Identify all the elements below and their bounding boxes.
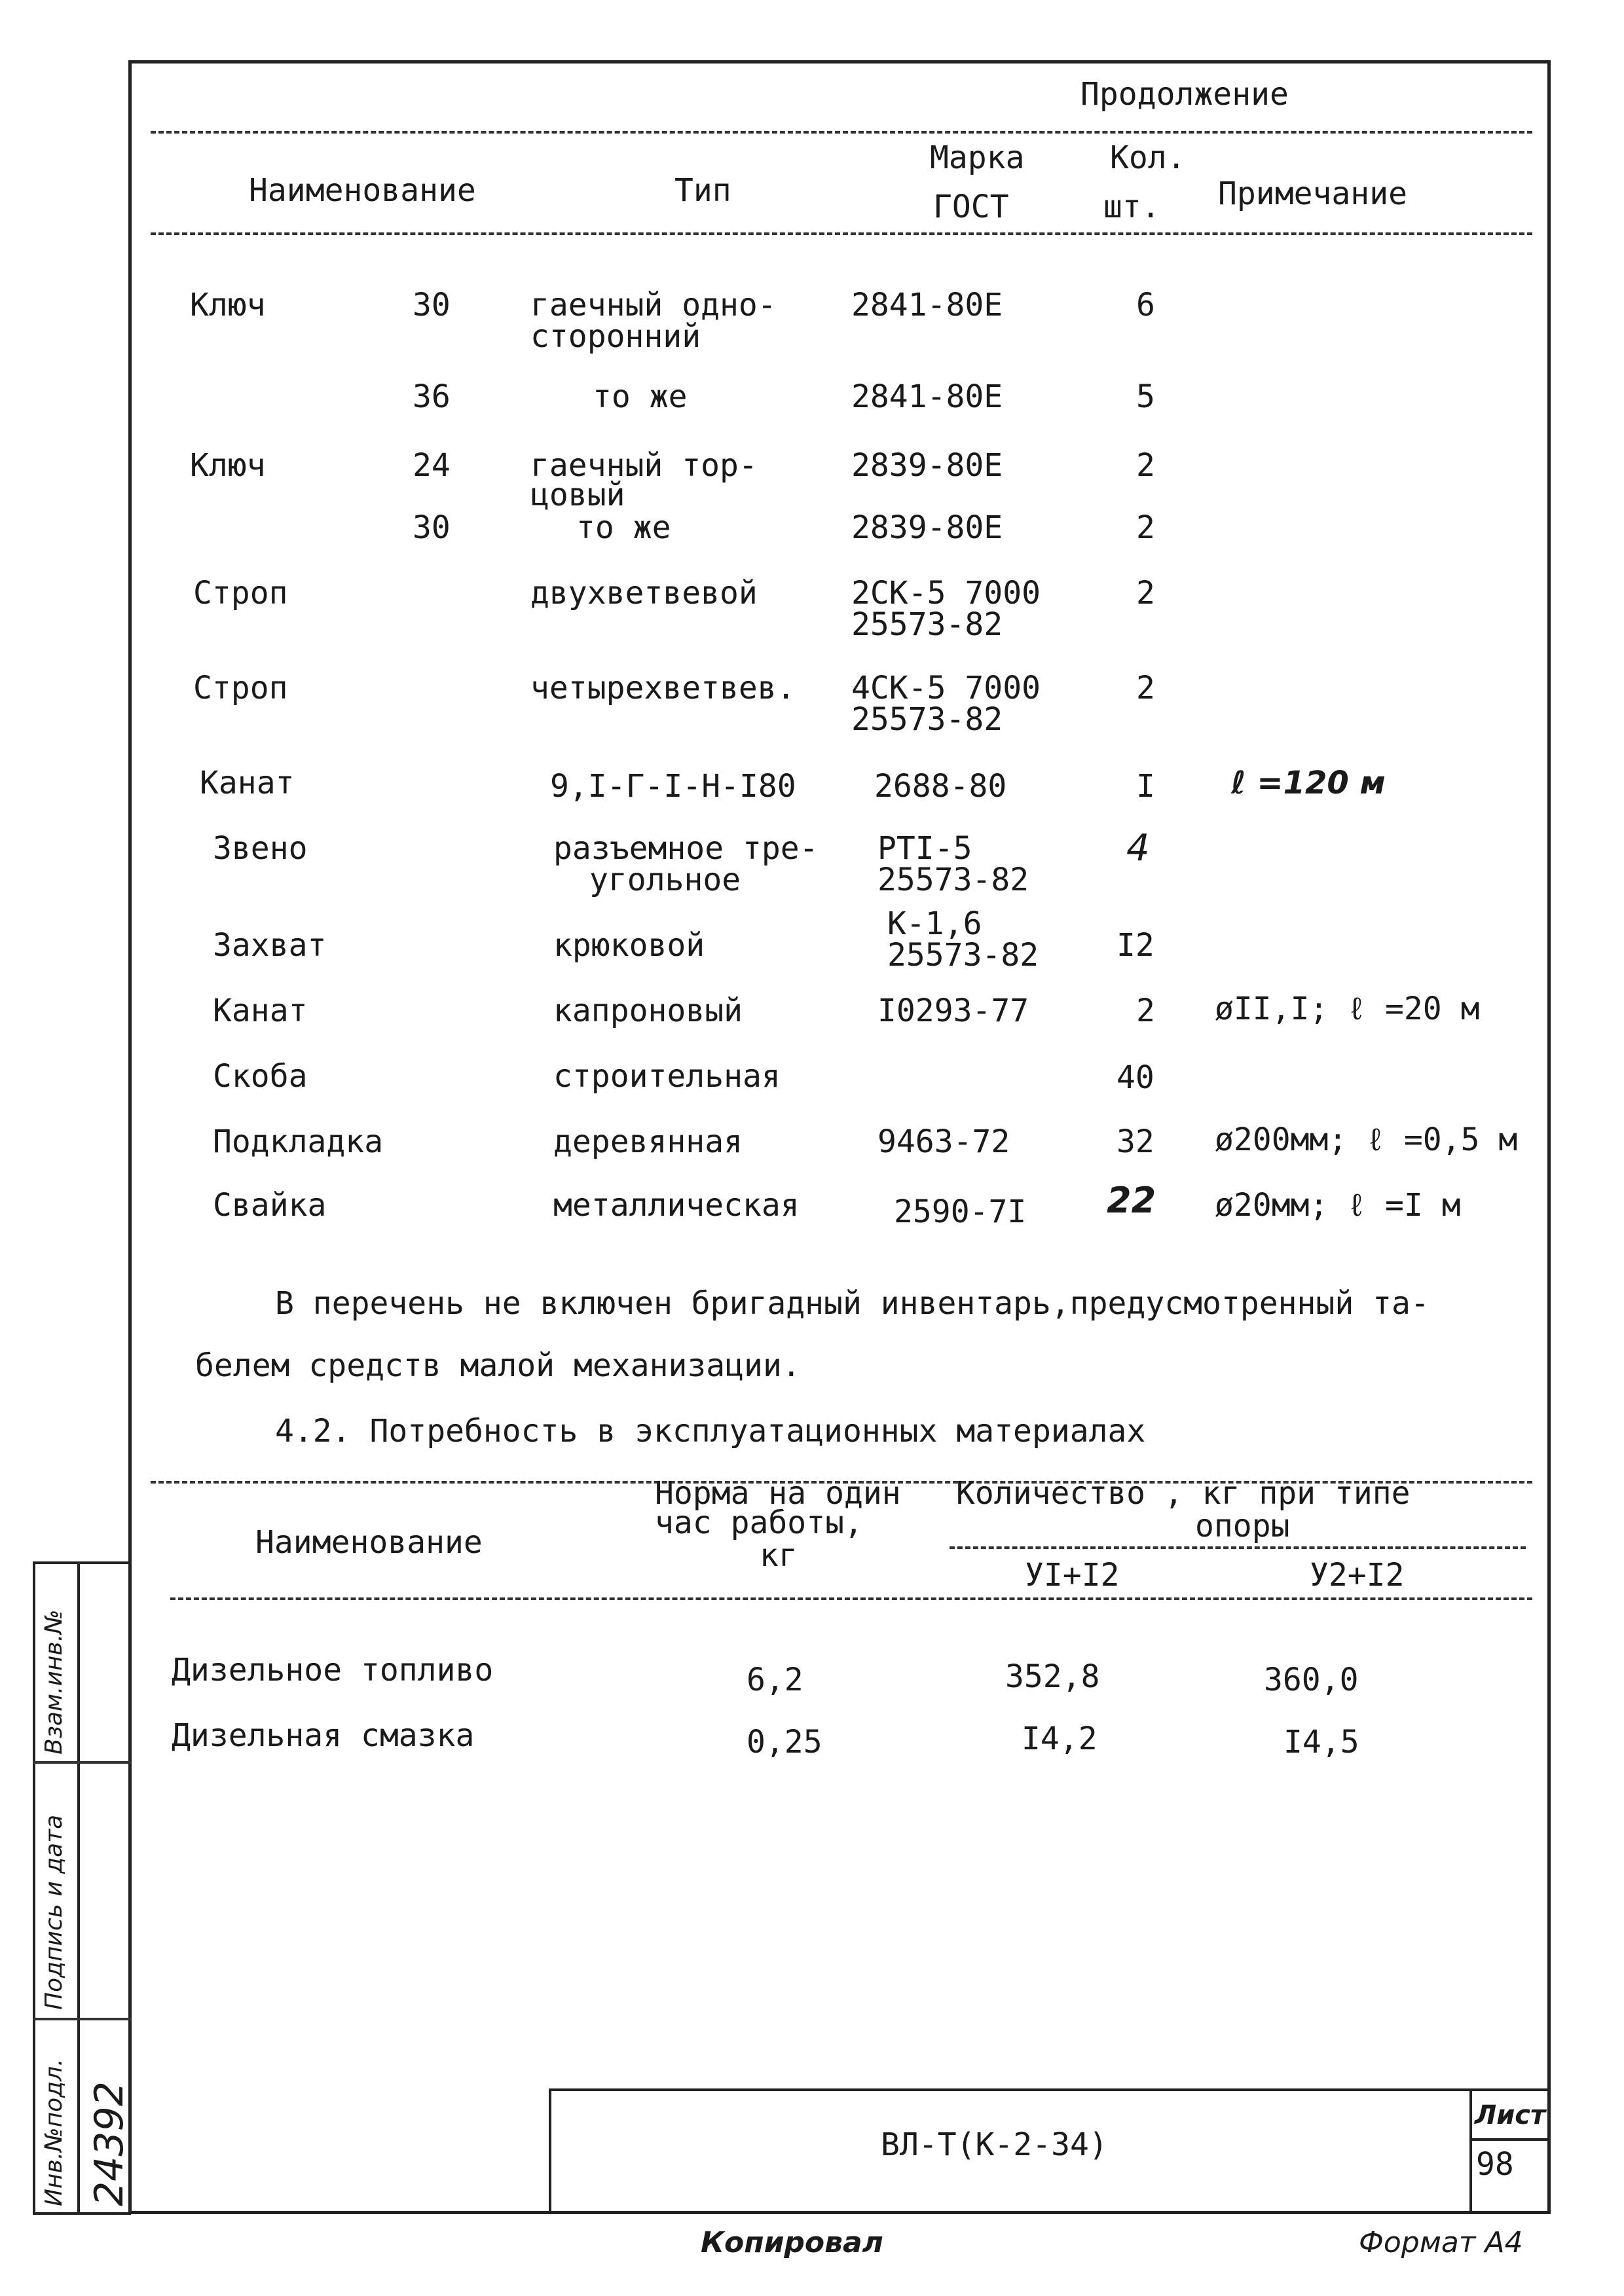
table-row-type: гаечный тор- (530, 447, 758, 484)
materials-header-qty-2: опоры (1195, 1508, 1290, 1544)
table-row-name: Канат (200, 765, 295, 801)
table-row-gost: 2841-80Е (851, 378, 1003, 415)
paragraph-line-1: В перечень не включен бригадный инвентарь,предусмотренный та- (275, 1285, 1430, 1322)
materials-bottom-rule (170, 1597, 1532, 1600)
table-row-qty: I2 (1116, 927, 1154, 964)
table-row-type: гаечный одно- (530, 287, 777, 323)
header-top-rule (151, 131, 1532, 134)
table-row-qty: 2 (1136, 993, 1155, 1029)
table-row-gost: 2839-80Е (851, 447, 1003, 484)
table-row-size: 30 (413, 287, 451, 323)
materials-row-name: Дизельное топливо (172, 1652, 494, 1688)
table-row-gost: 2841-80Е (851, 287, 1003, 323)
materials-header-col-a: УI+I2 (1025, 1557, 1120, 1594)
header-name: Наименование (249, 172, 476, 209)
table-row-note: øII,I; ℓ =20 м (1215, 991, 1480, 1027)
materials-row-a: I4,2 (1022, 1721, 1098, 1757)
table-row-name: Канат (213, 993, 308, 1029)
table-row-note: ℓ =120 м (1231, 765, 1386, 801)
table-row-type: то же (593, 378, 688, 415)
sheet-number: 98 (1476, 2146, 1514, 2183)
table-row-size: 30 (413, 509, 451, 546)
materials-row-norm: 6,2 (747, 1662, 803, 1698)
table-row-name: Ключ (190, 287, 266, 323)
table-row-type: 9,I-Г-I-Н-I80 (550, 768, 796, 805)
table-row-qty: 2 (1136, 670, 1155, 706)
podpis-label: Подпись и дата (41, 1814, 67, 2010)
inv-podl-label: Инв.№подл. (41, 2058, 67, 2206)
header-qty-2: шт. (1103, 189, 1160, 225)
table-row-qty: 32 (1116, 1123, 1154, 1160)
table-row-gost: 4СК-5 7000 (851, 670, 1041, 706)
table-row-size: 24 (413, 447, 451, 484)
table-row-type-2: угольное (589, 862, 741, 898)
sheet-cell-divider (1469, 2138, 1551, 2141)
table-row-qty: I (1136, 768, 1155, 805)
table-row-type: деревянная (553, 1123, 743, 1160)
table-row-type-2: сторонний (530, 318, 701, 355)
header-gost-1: Марка (930, 139, 1025, 176)
table-row-name: Ключ (190, 447, 266, 484)
table-row-qty: 2 (1136, 447, 1155, 484)
table-row-type: двухветвевой (530, 575, 758, 611)
section-title: 4.2. Потребность в эксплуатационных материалах (275, 1413, 1146, 1449)
table-row-type: капроновый (553, 993, 743, 1029)
sheet-label: Лист (1475, 2100, 1546, 2130)
table-row-type: четырехветвев. (530, 670, 796, 706)
table-row-gost: 2590-7I (894, 1194, 1027, 1230)
table-row-type-2: цовый (530, 477, 625, 513)
materials-header-col-b: У2+I2 (1310, 1557, 1405, 1594)
table-row-note: ø200мм; ℓ =0,5 м (1215, 1121, 1518, 1158)
table-row-qty: 6 (1136, 287, 1155, 323)
footer-copied: Копировал (701, 2226, 883, 2259)
table-row-name: Подкладка (213, 1123, 384, 1160)
table-row-type: крюковой (553, 927, 705, 964)
table-row-note: ø20мм; ℓ =I м (1215, 1187, 1461, 1224)
table-row-type: то же (576, 509, 671, 546)
materials-row-norm: 0,25 (747, 1724, 822, 1760)
table-row-gost: 2СК-5 7000 (851, 575, 1041, 611)
table-row-qty: 5 (1136, 378, 1155, 415)
materials-row-name: Дизельная смазка (172, 1717, 475, 1754)
table-row-gost: 2688-80 (874, 768, 1007, 805)
materials-header-norm-3: кг (760, 1537, 798, 1574)
table-row-gost-2: 25573-82 (887, 937, 1039, 974)
table-row-name: Строп (193, 575, 288, 611)
table-row-name: Строп (193, 670, 288, 706)
header-gost-2: ГОСТ (933, 189, 1009, 225)
header-note: Примечание (1218, 175, 1407, 212)
table-row-name: Звено (213, 830, 308, 867)
table-row-name: Захват (213, 927, 327, 964)
table-row-gost: PTI-5 (877, 830, 972, 867)
table-row-gost: К-1,6 (887, 905, 982, 942)
header-bottom-rule (151, 232, 1532, 235)
materials-header-norm-1: Норма на один (655, 1475, 901, 1512)
materials-row-b: I4,5 (1283, 1724, 1359, 1760)
header-qty-1: Кол. (1110, 139, 1186, 176)
header-type: Тип (674, 172, 731, 209)
strip-divider-2 (33, 2018, 131, 2020)
inv-number: 24392 (86, 2081, 132, 2206)
table-row-qty: 2 (1136, 509, 1155, 546)
table-row-qty: 22 (1107, 1180, 1156, 1221)
materials-header-qty-1: Количество , кг при типе (956, 1475, 1411, 1512)
materials-header-name: Наименование (255, 1524, 483, 1561)
table-row-gost-2: 25573-82 (877, 862, 1029, 898)
table-row-gost-2: 25573-82 (851, 606, 1003, 643)
table-row-type: металлическая (553, 1187, 800, 1224)
table-row-name: Свайка (213, 1187, 327, 1224)
table-row-name: Скоба (213, 1058, 308, 1095)
footer-format: Формат А4 (1359, 2226, 1523, 2259)
table-row-size: 36 (413, 378, 451, 415)
table-row-qty: 2 (1136, 575, 1155, 611)
table-row-gost: I0293-77 (877, 993, 1029, 1029)
table-row-type: строительная (553, 1058, 781, 1095)
table-row-gost: 2839-80Е (851, 509, 1003, 546)
materials-row-a: 352,8 (1005, 1658, 1100, 1695)
materials-row-b: 360,0 (1264, 1662, 1359, 1698)
vzam-label: Взам.инв.№ (41, 1609, 67, 1755)
table-row-gost: 9463-72 (877, 1123, 1010, 1160)
table-row-gost-2: 25573-82 (851, 701, 1003, 738)
continuation-label: Продолжение (1080, 76, 1289, 113)
table-row-qty: 40 (1116, 1059, 1154, 1096)
paragraph-line-2: белем средств малой механизации. (195, 1347, 801, 1384)
table-row-type: разъемное тре- (553, 830, 819, 867)
materials-sub-rule (950, 1546, 1526, 1549)
drawing-code: ВЛ-Т(К-2-34) (881, 2126, 1108, 2163)
strip-divider-1 (33, 1761, 131, 1764)
materials-header-norm-2: час работы, (655, 1504, 863, 1541)
table-row-qty: 4 (1126, 827, 1150, 869)
